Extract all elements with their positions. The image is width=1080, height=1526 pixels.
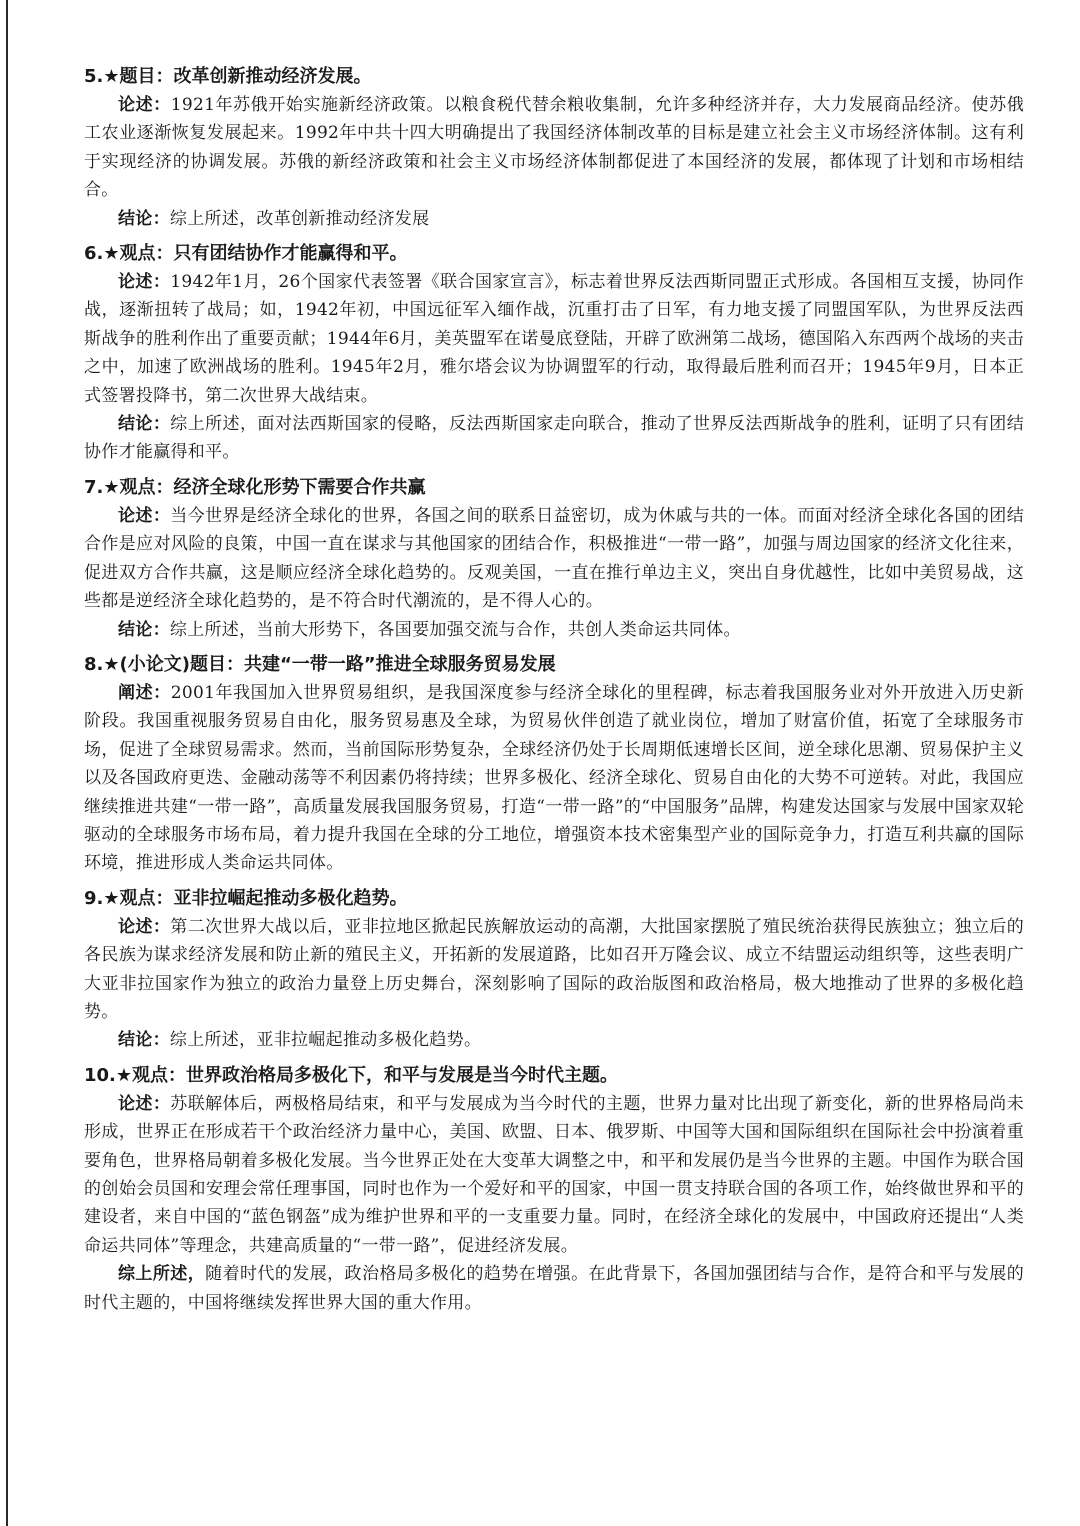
paragraph-text: 1942年1月，26个国家代表签署《联合国家宣言》，标志着世界反法西斯同盟正式形成。各国相互支援，协同作战，逐渐扭转了战局；如，1942年初，中国远征军入缅作战，沉重打击了日军，有力地支援了同盟国军队，为世界反法西斯战争的胜利作出了重要贡献；1944年6月，美英盟军在诺曼底登陆，开辟了欧洲第二战场，德国陷入东西两个战场的夹击之中，加速了欧洲战场的胜利。1945年2月，雅尔塔会议为协调盟军的行动，取得最后胜利而召开；1945年9月，日本正式签署投降书，第二次世界大战结束。 (84, 272, 1024, 406)
section-title: 亚非拉崛起推动多极化趋势。 (173, 887, 408, 909)
paragraph-lead: 结论： (118, 619, 170, 640)
section-label: 观点： (119, 476, 174, 498)
paragraph-text: 1921年苏俄开始实施新经济政策。以粮食税代替余粮收集制，允许多种经济并存，大力发展商品经济。使苏俄工农业逐渐恢复发展起来。1992年中共十四大明确提出了我国经济体制改革的目标是建立社会主义市场经济体制。这有利于实现经济的协调发展。苏俄的新经济政策和社会主义市场经济体制都促进了本国经济的发展，都体现了计划和市场相结合。 (84, 95, 1024, 201)
section-number: 10. (84, 1064, 116, 1086)
section-label: (小论文)题目： (119, 653, 244, 675)
argument-paragraph (84, 913, 1024, 1027)
section-number: 8. (84, 653, 104, 675)
argument-paragraph (84, 502, 1024, 616)
paragraph-text: 当今世界是经济全球化的世界，各国之间的联系日益密切，成为休戚与共的一体。而面对经济全球化各国的团结合作是应对风险的良策，中国一直在谋求与其他国家的团结合作，积极推进“一带一路”，加强与周边国家的经济文化往来，促进双方合作共赢，这是顺应经济全球化趋势的。反观美国，一直在推行单边主义，突出自身优越性，比如中美贸易战，这些都是逆经济全球化趋势的，是不符合时代潮流的，是不得人心的。 (84, 505, 1024, 612)
section-heading (84, 63, 1024, 91)
section-label: 观点： (119, 243, 174, 265)
section-heading (84, 651, 1024, 679)
section-label: 题目： (119, 66, 174, 87)
section-heading (84, 474, 1024, 502)
paragraph-lead: 阐述： (118, 682, 171, 703)
left-margin-rule (6, 0, 8, 1526)
section-number: 6. (84, 243, 104, 265)
section-number: 9. (84, 887, 104, 909)
section-9 (84, 885, 1024, 1055)
paragraph-lead: 论述： (118, 272, 171, 293)
paragraph-lead: 论述： (118, 916, 171, 937)
star-icon: ★ (103, 653, 120, 675)
conclusion-paragraph (84, 410, 1024, 467)
section-8 (84, 651, 1024, 878)
paragraph-text: 随着时代的发展，政治格局多极化的趋势在增强。在此背景下，各国加强团结与合作，是符合和平与发展的时代主题的，中国将继续发挥世界大国的重大作用。 (84, 1264, 1025, 1313)
argument-paragraph (84, 268, 1024, 410)
section-label: 观点： (132, 1064, 187, 1086)
argument-paragraph (84, 91, 1024, 205)
section-number: 5. (84, 66, 104, 87)
conclusion-paragraph (84, 616, 1024, 644)
paragraph-lead: 论述： (118, 505, 171, 526)
section-title: 世界政治格局多极化下，和平与发展是当今时代主题。 (186, 1064, 619, 1086)
conclusion-paragraph (84, 205, 1024, 233)
paragraph-lead: 论述： (118, 1093, 171, 1114)
paragraph-text: 综上所述，当前大形势下，各国要加强交流与合作，共创人类命运共同体。 (169, 619, 741, 640)
argument-paragraph (84, 1090, 1024, 1260)
paragraph-lead: 结论： (118, 414, 171, 435)
star-icon: ★ (103, 243, 120, 265)
paragraph-lead: 综上所述， (118, 1264, 206, 1285)
paragraph-lead: 结论： (118, 1030, 170, 1051)
section-number: 7. (84, 476, 104, 498)
section-label: 观点： (119, 887, 174, 909)
paragraph-text: 综上所述，面对法西斯国家的侵略，反法西斯国家走向联合，推动了世界反法西斯战争的胜利，证明了只有团结协作才能赢得和平。 (84, 414, 1024, 463)
star-icon: ★ (115, 1064, 133, 1086)
conclusion-paragraph (84, 1026, 1024, 1054)
document-page (84, 63, 1024, 1324)
paragraph-lead: 论述： (118, 95, 171, 115)
conclusion-paragraph (84, 1260, 1024, 1317)
paragraph-text: 综上所述，改革创新推动经济发展 (169, 208, 430, 229)
section-title: 经济全球化形势下需要合作共赢 (173, 476, 426, 498)
section-6 (84, 240, 1024, 467)
exposition-paragraph (84, 679, 1024, 878)
section-title: 改革创新推动经济发展。 (173, 66, 372, 87)
section-title: 共建“一带一路”推进全球服务贸易发展 (243, 653, 556, 675)
paragraph-text: 综上所述，亚非拉崛起推动多极化趋势。 (169, 1030, 482, 1051)
section-title: 只有团结协作才能赢得和平。 (173, 243, 408, 265)
paragraph-text: 苏联解体后，两极格局结束，和平与发展成为当今时代的主题，世界力量对比出现了新变化，新的世界格局尚未形成，世界正在形成若干个政治经济力量中心，美国、欧盟、日本、俄罗斯、中国等大国和国际组织在国际社会中扮演着重要角色，世界格局朝着多极化发展。当今世界正处在大变革大调整之中，和平和发展仍是当今世界的主题。中国作为联合国的创始会员国和安理会常任理事国，同时也作为一个爱好和平的国家，中国一贯支持联合国的各项工作，始终做世界和平的建设者，来自中国的“蓝色钢盔”成为维护世界和平的一支重要力量。同时，在经济全球化的发展中，中国政府还提出“人类命运共同体”等理念，共建高质量的“一带一路”，促进经济发展。 (84, 1093, 1024, 1256)
section-10 (84, 1062, 1024, 1317)
section-7 (84, 474, 1024, 644)
section-heading (84, 885, 1024, 913)
paragraph-text: 第二次世界大战以后，亚非拉地区掀起民族解放运动的高潮，大批国家摆脱了殖民统治获得民族独立；独立后的各民族为谋求经济发展和防止新的殖民主义，开拓新的发展道路，比如召开万隆会议、成立不结盟运动组织等，这些表明广大亚非拉国家作为独立的政治力量登上历史舞台，深刻影响了国际的政治版图和政治格局，极大地推动了世界的多极化趋势。 (84, 916, 1024, 1022)
section-heading (84, 240, 1024, 268)
section-5 (84, 63, 1024, 233)
paragraph-text: 2001年我国加入世界贸易组织，是我国深度参与经济全球化的里程碑，标志着我国服务业对外开放进入历史新阶段。我国重视服务贸易自由化，服务贸易惠及全球，为贸易伙伴创造了就业岗位，增加了财富价值，拓宽了全球服务市场，促进了全球贸易需求。然而，当前国际形势复杂，全球经济仍处于长周期低速增长区间，逆全球化思潮、贸易保护主义以及各国政府更迭、金融动荡等不利因素仍将持续；世界多极化、经济全球化、贸易自由化的大势不可逆转。对此，我国应继续推进共建“一带一路”，高质量发展我国服务贸易，打造“一带一路”的“中国服务”品牌，构建发达国家与发展中国家双轮驱动的全球服务市场布局，着力提升我国在全球的分工地位，增强资本技术密集型产业的国际竞争力，打造互利共赢的国际环境，推进形成人类命运共同体。 (84, 682, 1024, 874)
star-icon: ★ (103, 66, 120, 87)
section-heading (84, 1062, 1024, 1090)
paragraph-lead: 结论： (118, 208, 170, 229)
star-icon: ★ (103, 887, 120, 909)
star-icon: ★ (103, 476, 120, 498)
